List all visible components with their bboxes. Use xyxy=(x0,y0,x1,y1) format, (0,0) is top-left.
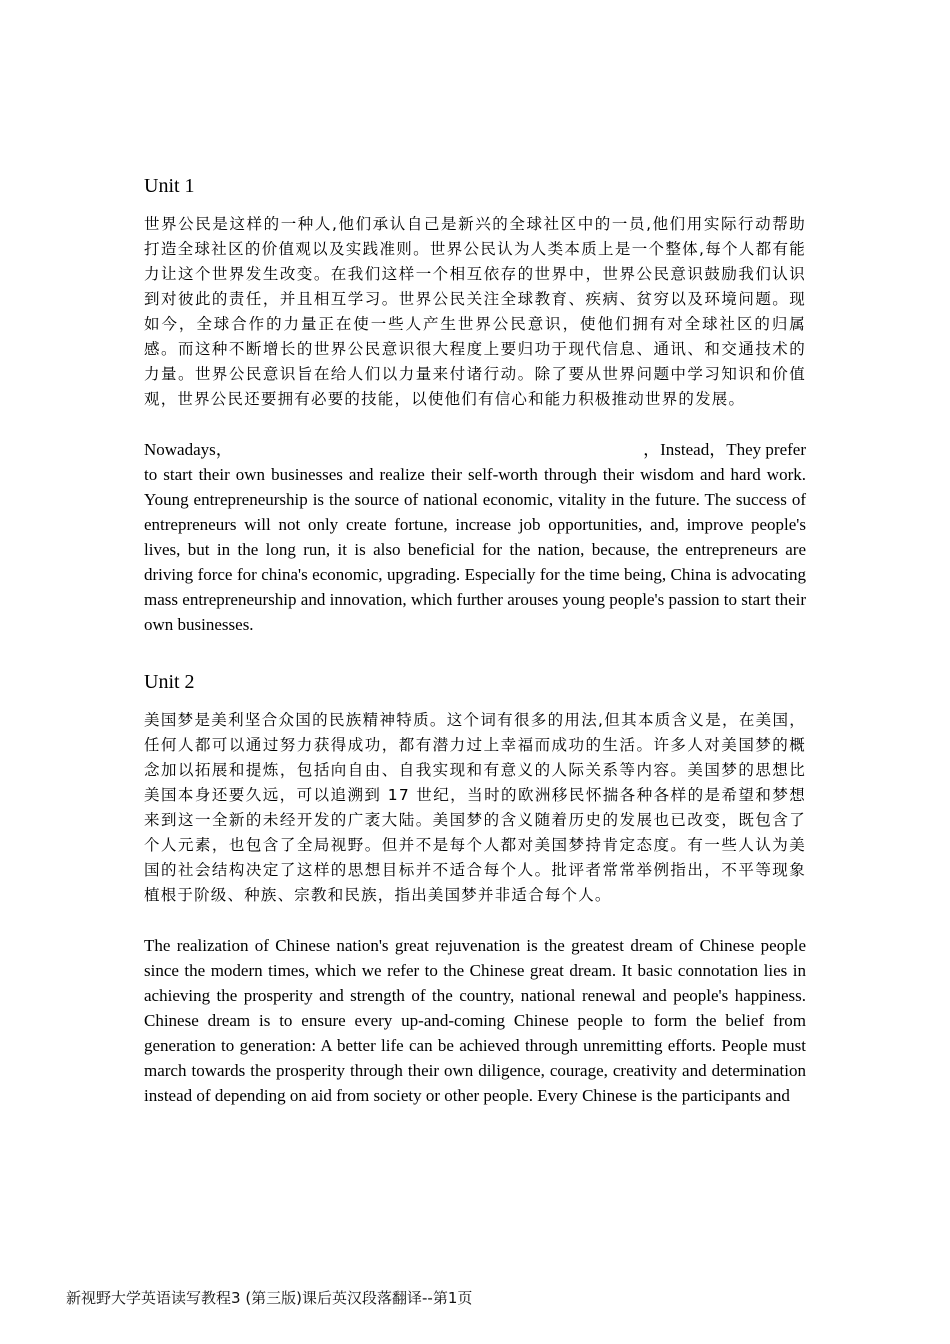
unit-2-chinese-paragraph: 美国梦是美利坚合众国的民族精神特质。这个词有很多的用法,但其本质含义是，在美国，任何人都可以通过努力获得成功，都有潜力过上幸福而成功的生活。许多人对美国梦的概念加以拓展和提炼，包括向自由、自我实现和有意义的人际关系等内容。美国梦的思想比美国本身还要久远，可以追溯到 17 世纪，当时的欧洲移民怀揣各种各样的是希望和梦想来到这一全新的未经开发的广袤大陆。美国梦的含义随着历史的发展也已改变，既包含了个人元素，也包含了全局视野。但并不是每个人都对美国梦持肯定态度。有一些人认为美国的社会结构决定了这样的思想目标并不适合每个人。批评者常常举例指出，不平等现象植根于阶级、种族、宗教和民族，指出美国梦并非适合每个人。 xyxy=(144,711,806,904)
unit-1-english-first-word: Nowadays， xyxy=(144,440,233,459)
unit-2-heading: Unit 2 xyxy=(144,671,195,693)
document-body xyxy=(144,172,806,1108)
unit-1-english-first-line xyxy=(144,437,806,462)
unit-1-english-first-line-end: ，Instead，They prefer xyxy=(643,440,806,459)
spacer xyxy=(144,412,806,437)
unit-1-chinese-paragraph: 世界公民是这样的一种人,他们承认自己是新兴的全球社区中的一员,他们用实际行动帮助打造全球社区的价值观以及实践准则。世界公民认为人类本质上是一个整体,每个人都有能力让这个世界发生改变。在我们这样一个相互依存的世界中，世界公民意识鼓励我们认识到对彼此的责任，并且相互学习。世界公民关注全球教育、疾病、贫穷以及环境问题。现如今，全球合作的力量正在使一些人产生世界公民意识，使他们拥有对全球社区的归属感。而这种不断增长的世界公民意识很大程度上要归功于现代信息、通讯、和交通技术的力量。世界公民意识旨在给人们以力量来付诸行动。除了要从世界问题中学习知识和价值观，世界公民还要拥有必要的技能，以使他们有信心和能力积极推动世界的发展。 xyxy=(144,215,806,408)
unit-1-english-paragraph: to start their own businesses and realize their self-worth through their wisdom and hard work. Young entrepreneurship is the source of national economic, vitality in the future. The success of entrepreneurs will not only create fortune, increase job opportunities, and, improve people's lives, but in the long run, it is also beneficial for the nation, because, the entrepreneurs are driving force for china's economic, upgrading. Especially for the time being, China is advocating mass entrepreneurship and innovation, which further arouses young people's passion to start their own businesses. xyxy=(144,465,806,634)
spacer xyxy=(144,908,806,933)
page-footer: 新视野大学英语读写教程3 (第三版)课后英汉段落翻译--第1页 xyxy=(66,1289,473,1307)
spacer xyxy=(144,637,806,668)
unit-2-english-paragraph: The realization of Chinese nation's great rejuvenation is the greatest dream of Chinese people since the modern times, which we refer to the Chinese great dream. It basic connotation lies in achieving the prosperity and strength of the country, national renewal and people's happiness. Chinese dream is to ensure every up-and-coming Chinese people to form the belief from generation to generation: A better life can be achieved through unremitting efforts. People must march towards the prosperity through their own diligence, courage, creativity and determination instead of depending on aid from society or other people. Every Chinese is the participants and xyxy=(144,936,806,1105)
unit-1-heading: Unit 1 xyxy=(144,175,195,197)
